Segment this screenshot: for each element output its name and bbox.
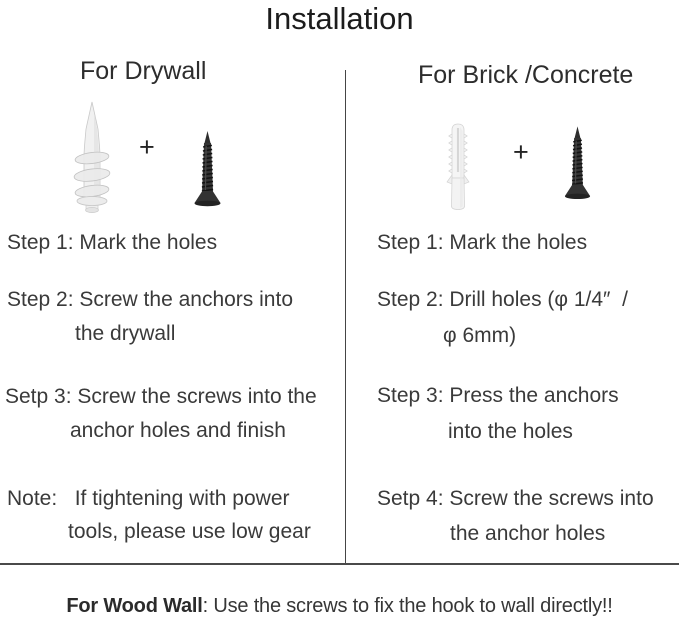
wood-wall-text: : Use the screws to fix the hook to wall directly!! — [202, 595, 613, 617]
brick-step-1: Step 1: Mark the holes — [377, 231, 588, 254]
drywall-note-line-1: Note: If tightening with power — [7, 487, 290, 510]
page-title: Installation — [265, 1, 414, 36]
drywall-screw-icon — [192, 130, 223, 214]
brick-concrete-section-header: For Brick /Concrete — [418, 61, 634, 89]
brick-step-4-line-2: the anchor holes — [450, 522, 606, 545]
drywall-step-1: Step 1: Mark the holes — [7, 231, 218, 254]
drywall-section-header: For Drywall — [80, 57, 207, 85]
drywall-anchor-icon — [61, 99, 124, 218]
footer-divider — [0, 563, 679, 565]
drywall-step-2-line-1: Step 2: Screw the anchors into — [7, 288, 293, 311]
plus-icon: + — [139, 132, 155, 162]
brick-step-3-line-2: into the holes — [448, 420, 573, 443]
brick-step-4-line-1: Setp 4: Screw the screws into — [377, 487, 654, 510]
concrete-screw-icon — [563, 125, 592, 207]
plus-icon: + — [513, 137, 529, 167]
wood-wall-note — [0, 595, 679, 618]
drywall-step-2-line-2: the drywall — [75, 322, 176, 345]
drywall-note-line-2: tools, please use low gear — [68, 520, 311, 543]
expansion-anchor-icon — [444, 122, 472, 212]
brick-step-2-line-1: Step 2: Drill holes (φ 1/4″ / — [377, 288, 628, 311]
drywall-step-3-line-2: anchor holes and finish — [70, 419, 286, 442]
wood-wall-label: For Wood Wall — [66, 595, 203, 617]
brick-step-2-line-2: φ 6mm) — [443, 324, 517, 347]
drywall-step-3-line-1: Setp 3: Screw the screws into the — [5, 385, 317, 408]
brick-step-3-line-1: Step 3: Press the anchors — [377, 384, 619, 407]
column-divider — [345, 70, 346, 563]
